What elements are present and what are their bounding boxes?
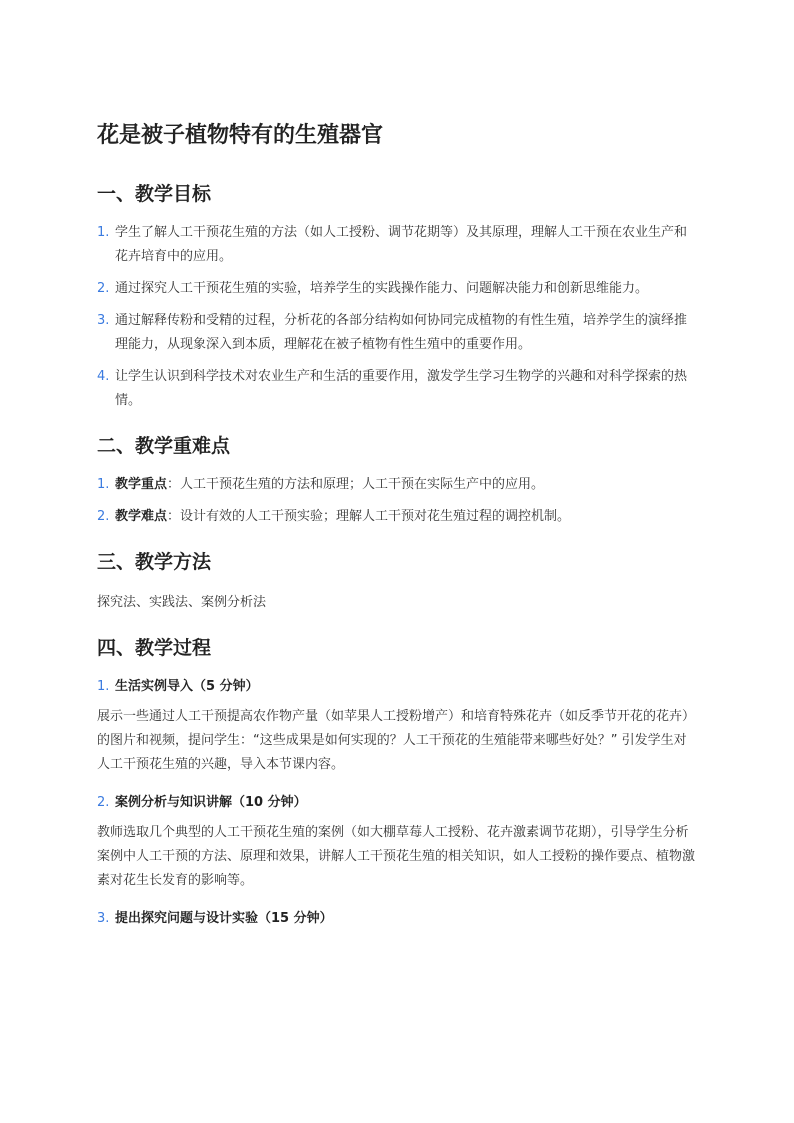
list-number: 4. <box>97 369 110 384</box>
step-title-text: 提出探究问题与设计实验（15 分钟） <box>115 911 333 926</box>
key-points-list <box>97 473 699 529</box>
list-item <box>97 365 699 413</box>
process-step-title <box>97 791 699 815</box>
step-title-text: 案例分析与知识讲解（10 分钟） <box>115 795 307 810</box>
list-item <box>97 473 699 497</box>
process-step-title <box>97 907 699 931</box>
section-heading-process: 四、教学过程 <box>97 637 212 659</box>
list-item-text: 通过解释传粉和受精的过程，分析花的各部分结构如何协同完成植物的有性生殖，培养学生的演绎推理能力，从现象深入到本质，理解花在被子植物有性生殖中的重要作用。 <box>115 313 688 352</box>
list-item-label: 教学难点 <box>115 509 168 524</box>
list-item <box>97 277 699 301</box>
list-item <box>97 221 699 269</box>
process-step-description: 教师选取几个典型的人工干预花生殖的案例（如大棚草莓人工授粉、花卉激素调节花期），引导学生分析案例中人工干预的方法、原理和效果，讲解人工干预花生殖的相关知识，如人工授粉的操作要点、植物激素对花生长发育的影响等。 <box>97 825 696 888</box>
step-title-text: 生活实例导入（5 分钟） <box>115 679 259 694</box>
objectives-list <box>97 221 699 413</box>
list-number: 1. <box>97 225 110 240</box>
page-title: 花是被子植物特有的生殖器官 <box>97 123 384 148</box>
list-item-text: 让学生认识到科学技术对农业生产和生活的重要作用，激发学生学习生物学的兴趣和对科学探索的热情。 <box>115 369 688 408</box>
list-item <box>97 309 699 357</box>
list-item-text: ：人工干预花生殖的方法和原理；人工干预在实际生产中的应用。 <box>167 477 545 492</box>
list-number: 3. <box>97 911 110 926</box>
list-item-text: 通过探究人工干预花生殖的实验，培养学生的实践操作能力、问题解决能力和创新思维能力。 <box>115 281 649 296</box>
list-item-label: 教学重点 <box>115 477 168 492</box>
list-number: 3. <box>97 313 110 328</box>
list-number: 2. <box>97 795 110 810</box>
list-number: 2. <box>97 281 110 296</box>
methods-text: 探究法、实践法、案例分析法 <box>97 595 267 610</box>
list-item-text: 学生了解人工干预花生殖的方法（如人工授粉、调节花期等）及其原理，理解人工干预在农业生产和花卉培育中的应用。 <box>115 225 688 264</box>
process-step-title <box>97 675 699 699</box>
document-content <box>97 121 699 931</box>
section-heading-key-points: 二、教学重难点 <box>97 435 231 457</box>
list-number: 1. <box>97 679 110 694</box>
process-step-description: 展示一些通过人工干预提高农作物产量（如苹果人工授粉增产）和培育特殊花卉（如反季节开花的花卉）的图片和视频，提问学生：“这些成果是如何实现的？人工干预花的生殖能带来哪些好处？” 引发学生对人工干预花生殖的兴趣，导入本节课内容。 <box>97 709 696 772</box>
list-number: 1. <box>97 477 110 492</box>
list-number: 2. <box>97 509 110 524</box>
section-heading-methods: 三、教学方法 <box>97 551 212 573</box>
list-item <box>97 505 699 529</box>
section-heading-objectives: 一、教学目标 <box>97 183 212 205</box>
list-item-text: ：设计有效的人工干预实验；理解人工干预对花生殖过程的调控机制。 <box>167 509 571 524</box>
